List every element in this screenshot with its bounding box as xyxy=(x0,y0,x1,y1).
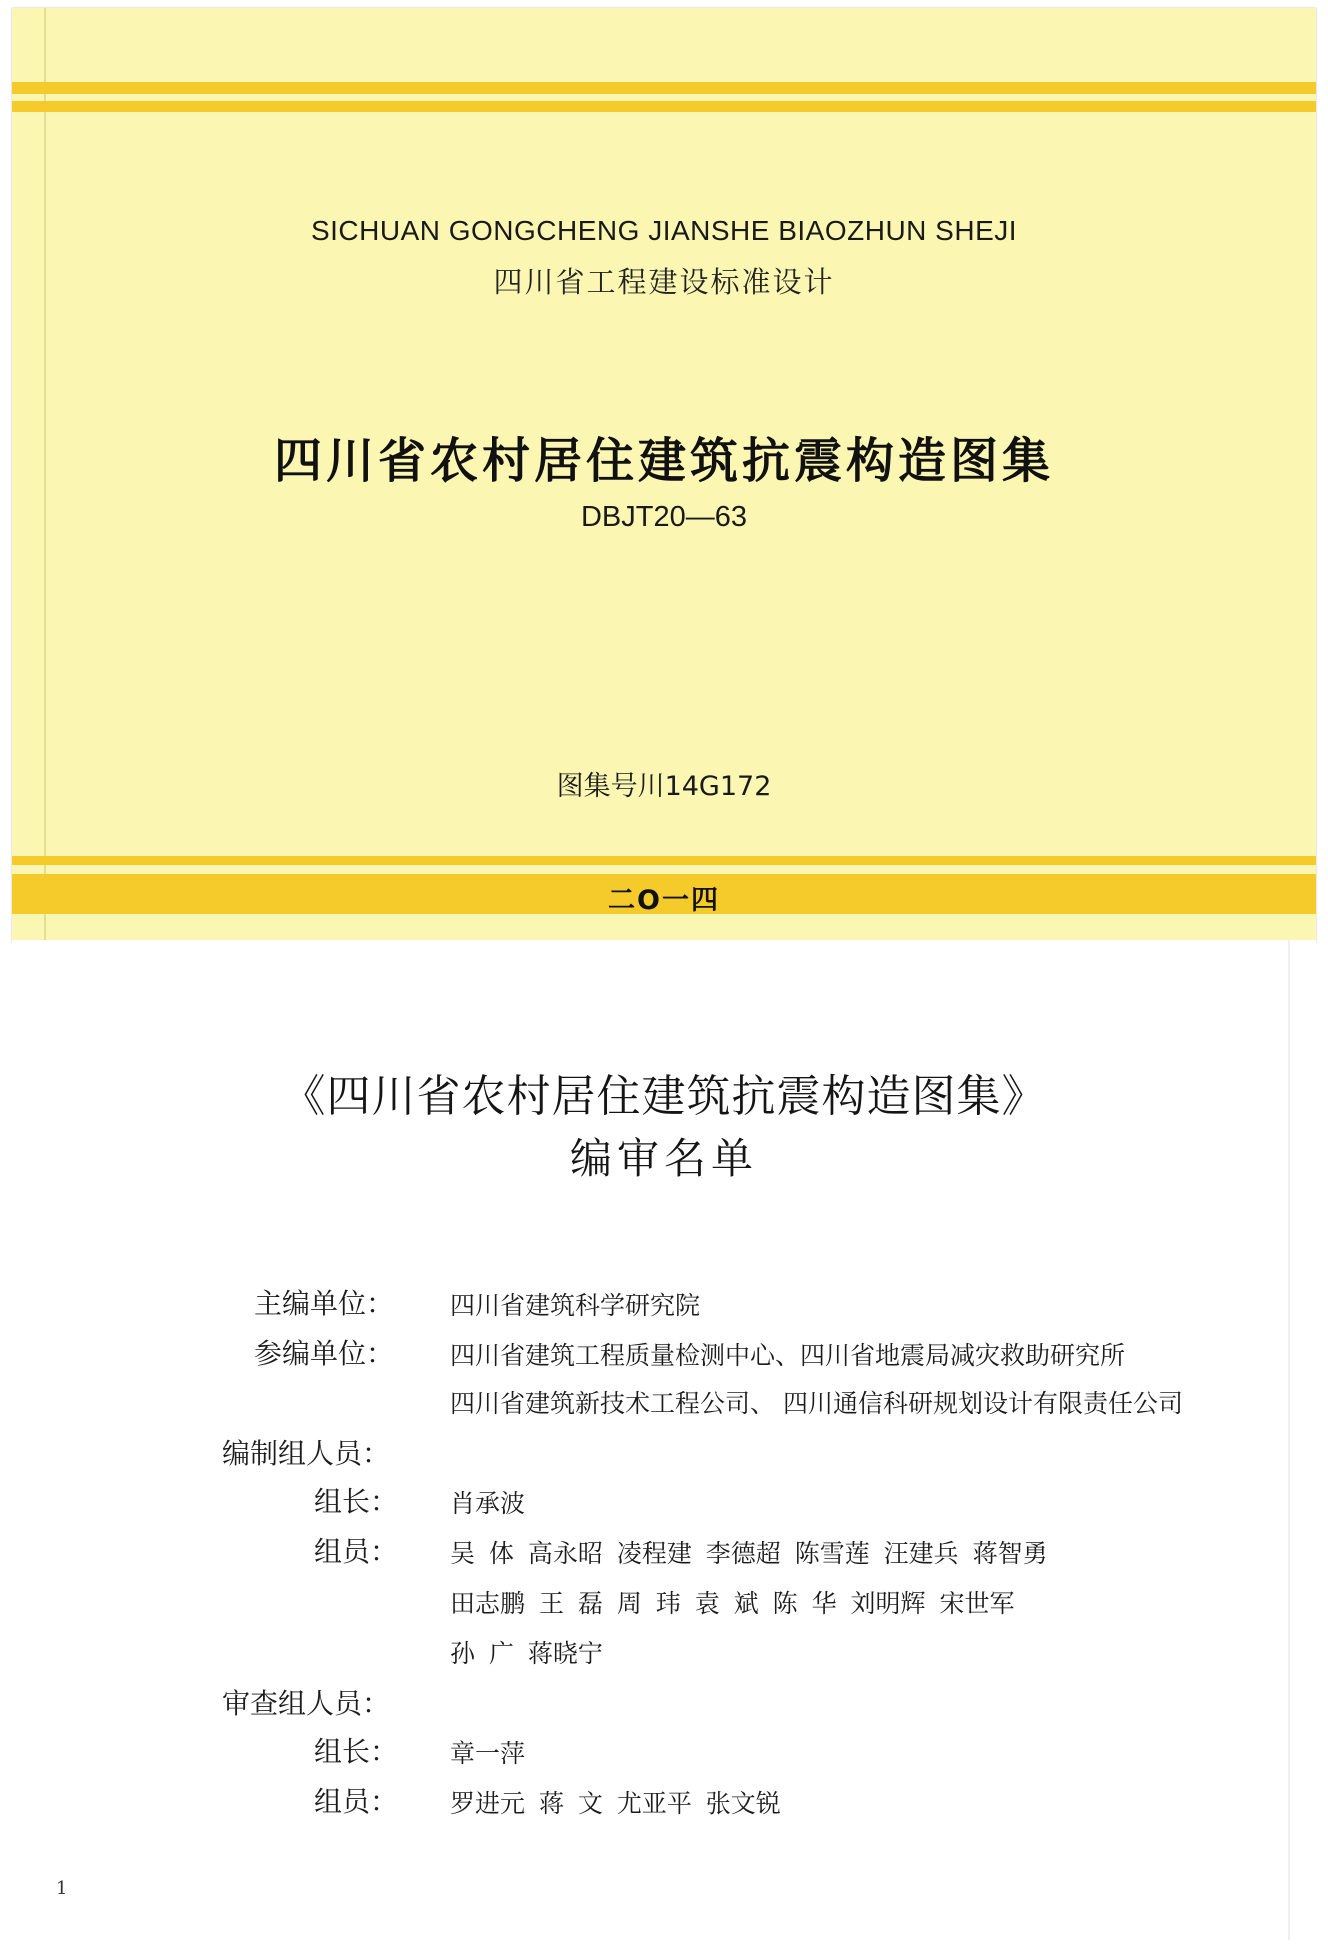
participating-unit-line-1: 四川省建筑工程质量检测中心、四川省地震局减灾救助研究所 xyxy=(450,1341,1126,1370)
atlas-number: 图集号川14G172 xyxy=(556,771,772,802)
compile-leader-label: 组长： xyxy=(314,1485,399,1518)
publication-year: 二O一四 xyxy=(608,885,720,916)
compile-members-label: 组员： xyxy=(314,1535,399,1568)
participating-unit-label: 参编单位： xyxy=(254,1337,395,1370)
review-members-label: 组员： xyxy=(314,1785,399,1818)
participating-unit-line-2: 四川省建筑新技术工程公司、 四川通信科研规划设计有限责任公司 xyxy=(450,1389,1183,1418)
review-leader-label: 组长： xyxy=(314,1735,399,1768)
top-stripe-secondary xyxy=(12,101,1316,112)
review-members: 罗进元 蒋 文 尤亚平 张文锐 xyxy=(450,1789,781,1818)
compile-members-line-3: 孙 广 蒋晓宁 xyxy=(450,1639,603,1668)
standard-code: DBJT20—63 xyxy=(580,501,747,533)
review-group-label: 审查组人员： xyxy=(222,1687,391,1720)
cover-page xyxy=(12,8,1316,943)
cover-title: 四川省农村居住建筑抗震构造图集 xyxy=(273,433,1054,489)
roster-title: 《四川省农村居住建筑抗震构造图集》 xyxy=(281,1071,1047,1122)
compile-group-label: 编制组人员： xyxy=(222,1437,391,1470)
roster-subtitle: 编审名单 xyxy=(569,1134,758,1183)
review-leader: 章一萍 xyxy=(450,1739,526,1768)
chief-unit-label: 主编单位： xyxy=(254,1287,395,1320)
series-title-en: SICHUAN GONGCHENG JIANSHE BIAOZHUN SHEJI xyxy=(310,215,1018,246)
chief-unit: 四川省建筑科学研究院 xyxy=(450,1291,701,1320)
compile-members-line-2: 田志鹏 王 磊 周 玮 袁 斌 陈 华 刘明辉 宋世军 xyxy=(450,1589,1015,1618)
compile-members-line-1: 吴 体 高永昭 凌程建 李德超 陈雪莲 汪建兵 蒋智勇 xyxy=(450,1539,1048,1568)
roster-page xyxy=(12,940,1316,1940)
series-title-cn: 四川省工程建设标准设计 xyxy=(493,265,835,299)
compile-leader: 肖承波 xyxy=(450,1489,526,1518)
bottom-stripe xyxy=(12,856,1316,865)
page-number: 1 xyxy=(56,1878,68,1899)
top-stripe xyxy=(12,82,1316,94)
